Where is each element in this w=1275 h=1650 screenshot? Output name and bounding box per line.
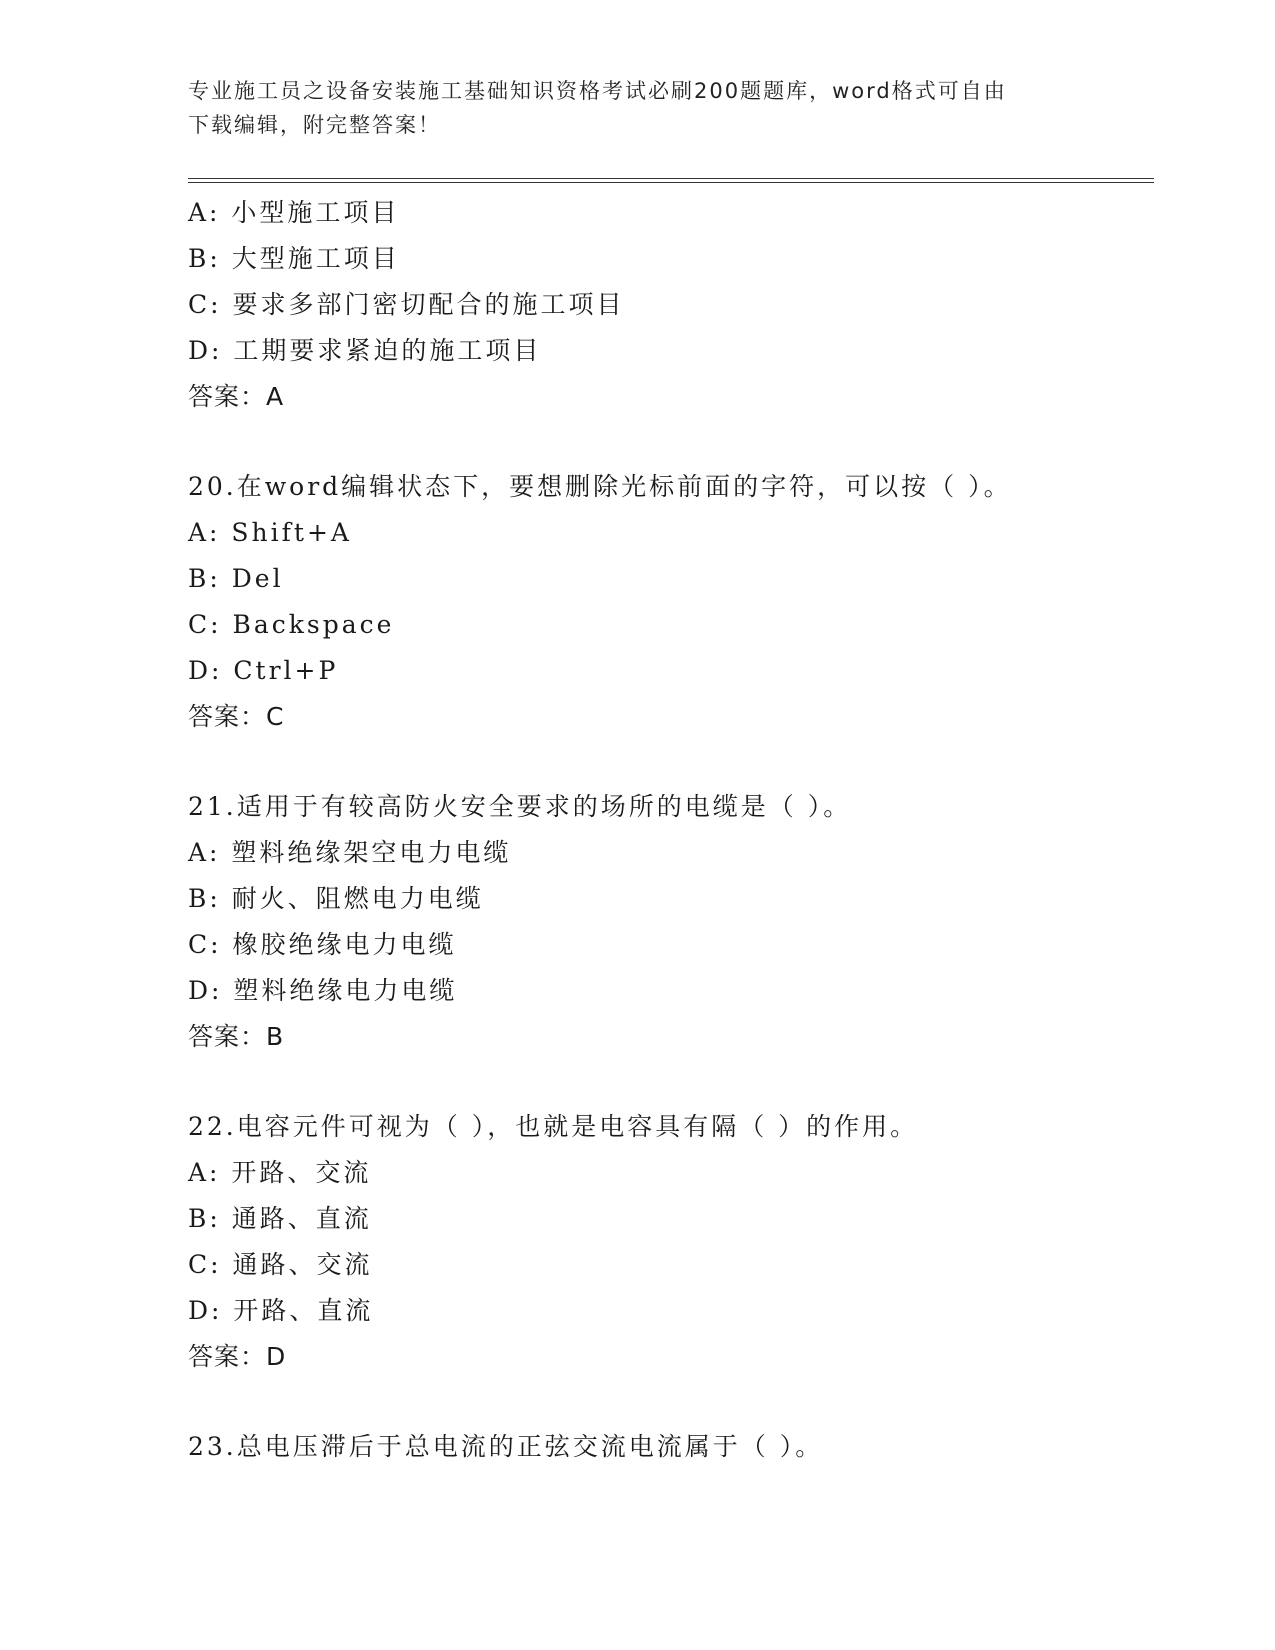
- spacer: [188, 420, 1148, 464]
- option-a: A: Shift+A: [188, 518, 352, 547]
- option-a: A: 塑料绝缘架空电力电缆: [188, 838, 512, 867]
- option-b: B: 大型施工项目: [188, 244, 400, 273]
- header-title-line-1: 专业施工员之设备安装施工基础知识资格考试必刷200题题库，word格式可自由: [188, 79, 1007, 103]
- answer-line: 答案：B: [188, 1022, 285, 1051]
- answer-line: 答案：C: [188, 702, 285, 731]
- option-b: B: 通路、直流: [188, 1204, 372, 1233]
- option-d: D: Ctrl+P: [188, 656, 339, 685]
- option-b: B: Del: [188, 564, 284, 593]
- question-text: 23.总电压滞后于总电流的正弦交流电流属于（ ）。: [188, 1432, 824, 1461]
- question-text: 21.适用于有较高防火安全要求的场所的电缆是（ ）。: [188, 792, 852, 821]
- option-d: D: 开路、直流: [188, 1296, 374, 1325]
- document-header: [188, 74, 1068, 142]
- spacer: [188, 1060, 1148, 1104]
- header-divider-top: [188, 178, 1154, 179]
- option-c: C: 要求多部门密切配合的施工项目: [188, 290, 625, 319]
- option-c: C: Backspace: [188, 610, 395, 639]
- option-b: B: 耐火、阻燃电力电缆: [188, 884, 484, 913]
- option-d: D: 塑料绝缘电力电缆: [188, 976, 458, 1005]
- question-list: [188, 190, 1148, 1470]
- option-c: C: 橡胶绝缘电力电缆: [188, 930, 457, 959]
- option-a: A: 开路、交流: [188, 1158, 372, 1187]
- question-block-20: [188, 464, 1148, 740]
- answer-line: 答案：A: [188, 382, 285, 411]
- spacer: [188, 1380, 1148, 1424]
- question-block-23: [188, 1424, 1148, 1470]
- header-title-line-2: 下载编辑，附完整答案！: [188, 113, 441, 137]
- question-text: 20.在word编辑状态下，要想删除光标前面的字符，可以按（ ）。: [188, 472, 1012, 501]
- question-text: 22.电容元件可视为（ ），也就是电容具有隔（ ）的作用。: [188, 1112, 919, 1141]
- answer-line: 答案：D: [188, 1342, 287, 1371]
- option-d: D: 工期要求紧迫的施工项目: [188, 336, 542, 365]
- option-a: A: 小型施工项目: [188, 198, 400, 227]
- question-block-22: [188, 1104, 1148, 1380]
- header-divider-bottom: [188, 182, 1154, 183]
- spacer: [188, 740, 1148, 784]
- option-c: C: 通路、交流: [188, 1250, 373, 1279]
- question-block-21: [188, 784, 1148, 1060]
- question-block-19: [188, 190, 1148, 420]
